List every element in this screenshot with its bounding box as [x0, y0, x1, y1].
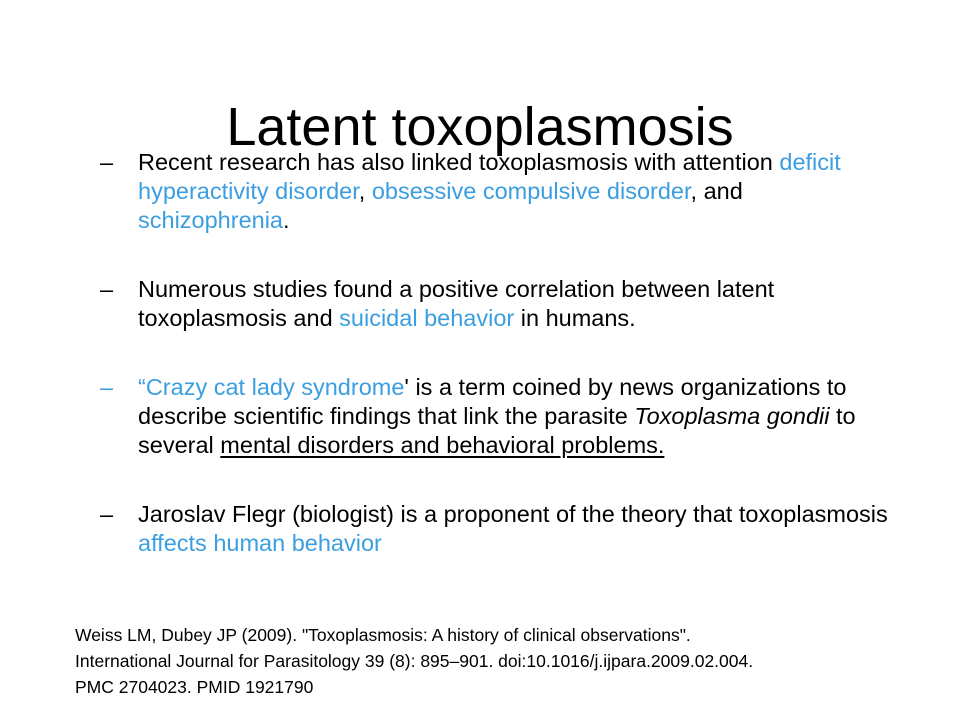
bullet-dash: – — [100, 501, 114, 527]
underlined-phrase: mental disorders and behavioral problems. — [220, 432, 665, 458]
bullet-text: to several — [138, 403, 856, 458]
bullet-text: Numerous studies found a positive correlation between latent toxoplasmosis and — [138, 276, 775, 331]
citation-line: International Journal for Parasitology 39 (8): 895–901. doi:10.1016/j.ijpara.2009.02.004. — [75, 651, 754, 671]
link-affects-human-behavior[interactable]: affects human behavior — [138, 530, 382, 556]
citation-line: Weiss LM, Dubey JP (2009). "Toxoplasmosis: A history of clinical observations". — [75, 625, 691, 645]
bullet-text: , and — [690, 178, 743, 204]
bullet-text: Jaroslav Flegr (biologist) is a proponent of the theory that toxoplasmosis — [138, 501, 888, 527]
bullet-suicidal-behavior — [100, 275, 900, 333]
slide-title: Latent toxoplasmosis — [226, 97, 734, 158]
bullet-jaroslav-flegr — [100, 500, 900, 558]
link-schizophrenia[interactable]: schizophrenia — [138, 207, 284, 233]
bullet-dash: – — [100, 374, 114, 400]
link-crazy-cat-lady-syndrome[interactable]: “Crazy cat lady syndrome — [138, 374, 405, 400]
bullet-adhd-ocd-schizophrenia — [100, 148, 900, 235]
bullet-text: . — [283, 207, 290, 233]
bullet-text: in humans. — [514, 305, 636, 331]
bullet-text: Recent research has also linked toxoplasmosis with attention — [138, 149, 780, 175]
species-name: Toxoplasma gondii — [634, 403, 830, 429]
bullet-dash: – — [100, 149, 114, 175]
bullet-list — [100, 148, 900, 598]
citation — [75, 622, 935, 700]
bullet-text: , — [358, 178, 372, 204]
link-ocd[interactable]: obsessive compulsive disorder — [371, 178, 691, 204]
citation-line: PMC 2704023. PMID 1921790 — [75, 677, 314, 697]
bullet-dash: – — [100, 276, 114, 302]
link-adhd[interactable]: deficit hyperactivity disorder — [138, 149, 841, 204]
bullet-crazy-cat-lady — [100, 373, 900, 460]
bullet-text: ' is a term coined by news organizations to describe scientific findings that link the parasite — [138, 374, 847, 429]
link-suicidal-behavior[interactable]: suicidal behavior — [339, 305, 515, 331]
